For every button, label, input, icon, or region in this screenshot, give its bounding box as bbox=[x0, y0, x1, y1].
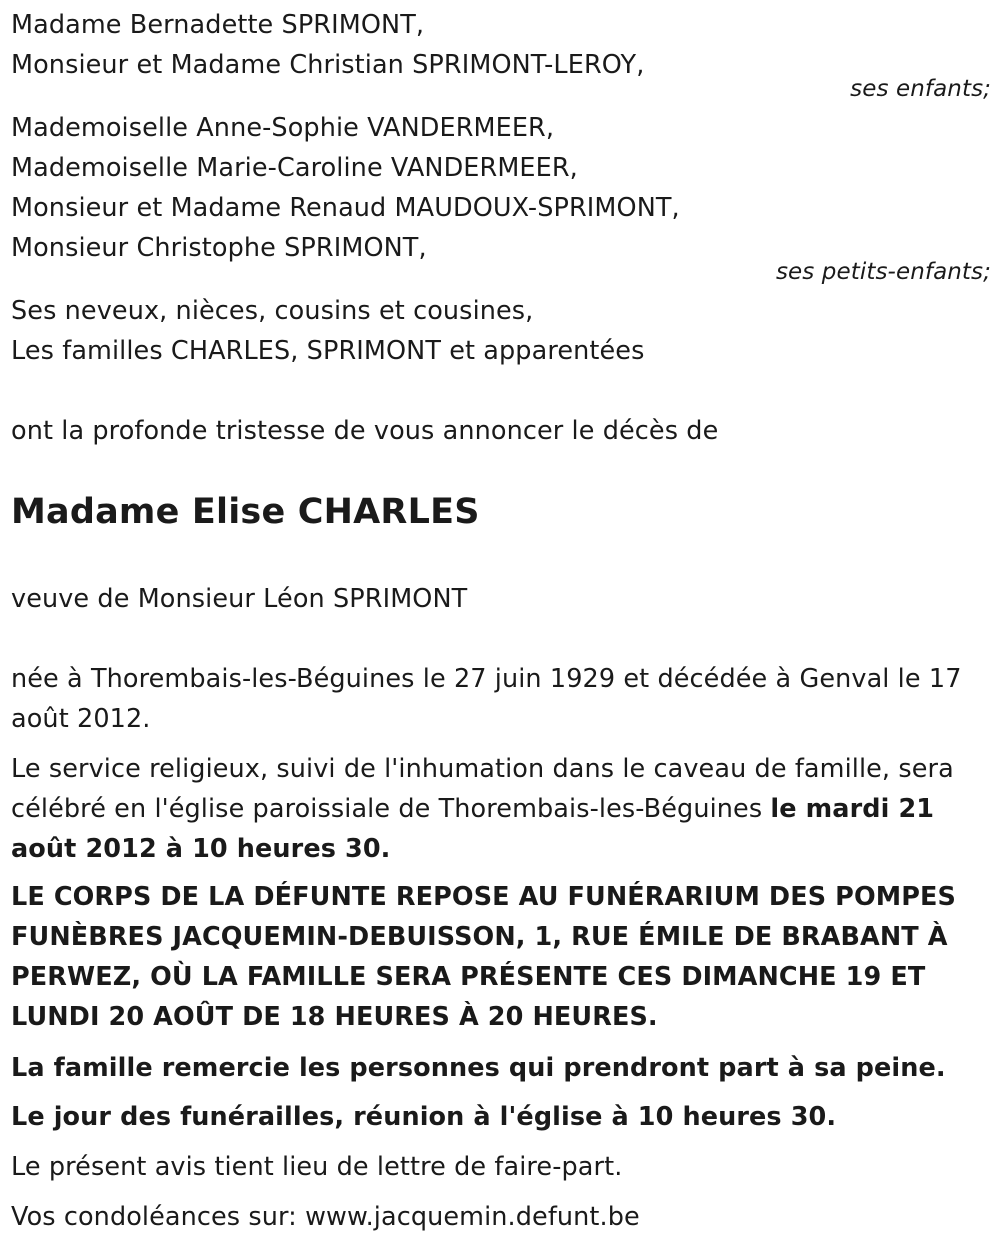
meeting: Le jour des funérailles, réunion à l'église à 10 heures 30. bbox=[11, 1102, 837, 1132]
child-line-1: Madame Bernadette SPRIMONT, bbox=[11, 10, 425, 40]
deceased-name: Madame Elise CHARLES bbox=[11, 492, 480, 532]
thanks: La famille remercie les personnes qui prendront part à sa peine. bbox=[11, 1053, 946, 1083]
service-date: le mardi 21 août 2012 à 10 heures 30. bbox=[11, 794, 935, 864]
condolences: Vos condoléances sur: www.jacquemin.defunt.be bbox=[11, 1202, 640, 1232]
relatives-line-2: Les familles CHARLES, SPRIMONT et apparentées bbox=[11, 336, 645, 366]
birth-death: née à Thorembais-les-Béguines le 27 juin 1929 et décédée à Genval le 17 août 2012. bbox=[11, 664, 962, 734]
service-text: Le service religieux, suivi de l'inhumation dans le caveau de famille, sera célébré en l'église paroissiale de Thorembais-les-Béguines bbox=[11, 754, 954, 824]
grandchild-line-4: Monsieur Christophe SPRIMONT, bbox=[11, 233, 427, 263]
relatives-line-1: Ses neveux, nièces, cousins et cousines, bbox=[11, 296, 534, 326]
child-line-2: Monsieur et Madame Christian SPRIMONT-LEROY, bbox=[11, 50, 645, 80]
visitation-paragraph: LE CORPS DE LA DÉFUNTE REPOSE AU FUNÉRARIUM DES POMPES FUNÈBRES JACQUEMIN-DEBUISSON, 1, RUE ÉMILE DE BRABANT À PERWEZ, OÙ LA FAMILLE SERA PRÉSENTE CES DIMANCHE 19 ET LUNDI 20 AOÛT DE 18 HEURES À 20 HEURES. bbox=[11, 882, 956, 1032]
grandchild-line-1: Mademoiselle Anne-Sophie VANDERMEER, bbox=[11, 113, 555, 143]
service-paragraph bbox=[11, 749, 986, 869]
grandchild-line-3: Monsieur et Madame Renaud MAUDOUX-SPRIMONT, bbox=[11, 193, 680, 223]
widow-of: veuve de Monsieur Léon SPRIMONT bbox=[11, 584, 468, 614]
notice: Le présent avis tient lieu de lettre de faire-part. bbox=[11, 1152, 623, 1182]
announcement: ont la profonde tristesse de vous annoncer le décès de bbox=[11, 416, 719, 446]
children-label: ses enfants; bbox=[850, 76, 991, 102]
grandchild-line-2: Mademoiselle Marie-Caroline VANDERMEER, bbox=[11, 153, 578, 183]
grandchildren-label: ses petits-enfants; bbox=[775, 259, 991, 285]
